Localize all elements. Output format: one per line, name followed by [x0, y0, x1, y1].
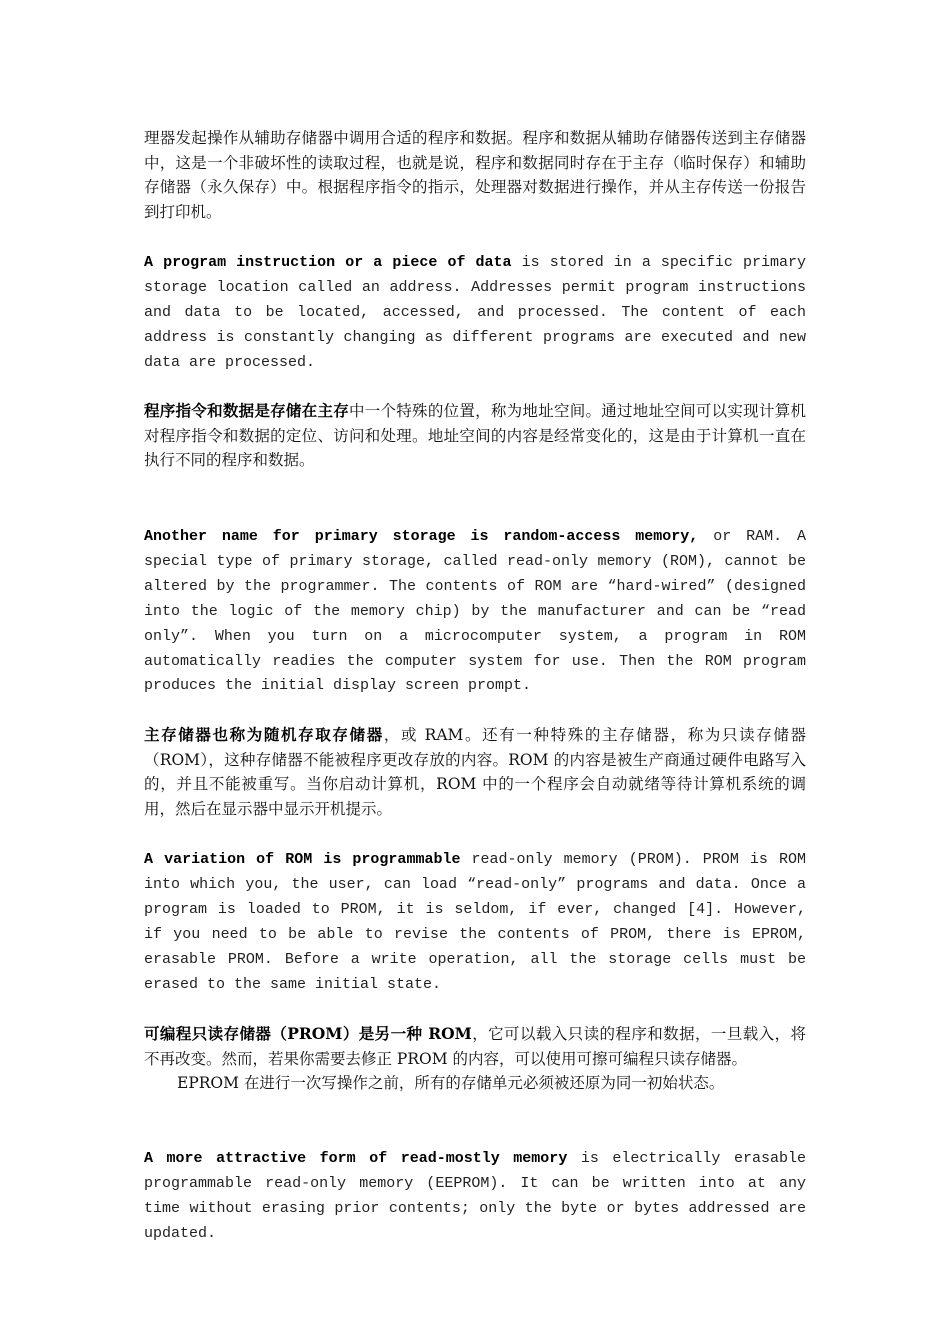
paragraph-text: 理器发起操作从辅助存储器中调用合适的程序和数据。程序和数据从辅助存储器传送到主存储器中，这是一个非破坏性的读取过程，也就是说，程序和数据同时存在于主存（临时保存）和辅助存储器（永久保存）中。根据程序指令的指示，处理器对数据进行操作，并从主存传送一份报告到打印机。: [144, 129, 806, 221]
paragraph-lead: Another name for primary storage is random-access memory,: [144, 528, 699, 545]
paragraph-text: is stored in a specific primary storage location called an address. Addresses permit program instructions and data to be located, accessed, and processed. The content of each address is constantly changing as different programs are executed and new data are processed.: [144, 254, 807, 371]
paragraph-continuation: EPROM 在进行一次写操作之前，所有的存储单元必须被还原为同一初始状态。: [177, 1074, 725, 1093]
paragraph-text: is electrically erasable programmable read-only memory (EEPROM). It can be written into at any time without erasing prior contents; only the byte or bytes addressed are updated.: [144, 1150, 806, 1242]
paragraph-lead: 可编程只读存储器（PROM）是另一种 ROM: [144, 1024, 472, 1043]
paragraph-text: or RAM. A special type of primary storage, called read-only memory (ROM), cannot be altered by the programmer. The contents of ROM are “hard-wired” (designed into the logic of the memory chip) by the manufacturer and can be “read only”. When you turn on a microcomputer system, a program in ROM automatically readies the computer system for use. Then the ROM program produces the initial display screen prompt.: [144, 528, 806, 695]
paragraph-en-address: [144, 251, 806, 376]
paragraph-text: ，或 RAM。还有一种特殊的主存储器，称为只读存储器（ROM），这种存储器不能被程序更改存放的内容。ROM 的内容是被生产商通过硬件电路写入的，并且不能被重写。当你启动计算机，ROM 中的一个程序会自动就绪等待计算机系统的调用，然后在显示器中显示开机提示。: [144, 726, 806, 818]
paragraph-lead: A variation of ROM is programmable: [144, 851, 461, 868]
paragraph-en-eeprom: [144, 1147, 806, 1247]
paragraph-cn-1: [144, 126, 806, 224]
paragraph-text: read-only memory (PROM). PROM is ROM into which you, the user, can load “read-only” programs and data. Once a program is loaded to PROM, it is seldom, if ever, changed [4]. However, if you need to be able to revise the contents of PROM, there is EPROM, erasable PROM. Before a write operation, all the storage cells must be erased to the same initial state.: [144, 851, 806, 993]
paragraph-en-ram-rom: [144, 525, 806, 699]
paragraph-lead: A more attractive form of read-mostly memory: [144, 1150, 568, 1167]
paragraph-text: 中一个特殊的位置，称为地址空间。通过地址空间可以实现计算机对程序指令和数据的定位、访问和处理。地址空间的内容是经常变化的，这是由于计算机一直在执行不同的程序和数据。: [144, 402, 806, 470]
paragraph-lead: A program instruction or a piece of data: [144, 254, 512, 271]
paragraph-cn-prom: [144, 1022, 806, 1096]
paragraph-lead: 主存储器也称为随机存取存储器: [144, 725, 384, 744]
paragraph-cn-address: [144, 399, 806, 473]
paragraph-lead: 程序指令和数据是存储在主存: [144, 401, 349, 420]
paragraph-cn-ram-rom: [144, 723, 806, 821]
paragraph-text: ，它可以载入只读的程序和数据，一旦载入，将不再改变。然而，若果你需要去修正 PROM 的内容，可以使用可擦可编程只读存储器。: [144, 1025, 806, 1068]
paragraph-en-prom: [144, 848, 806, 997]
